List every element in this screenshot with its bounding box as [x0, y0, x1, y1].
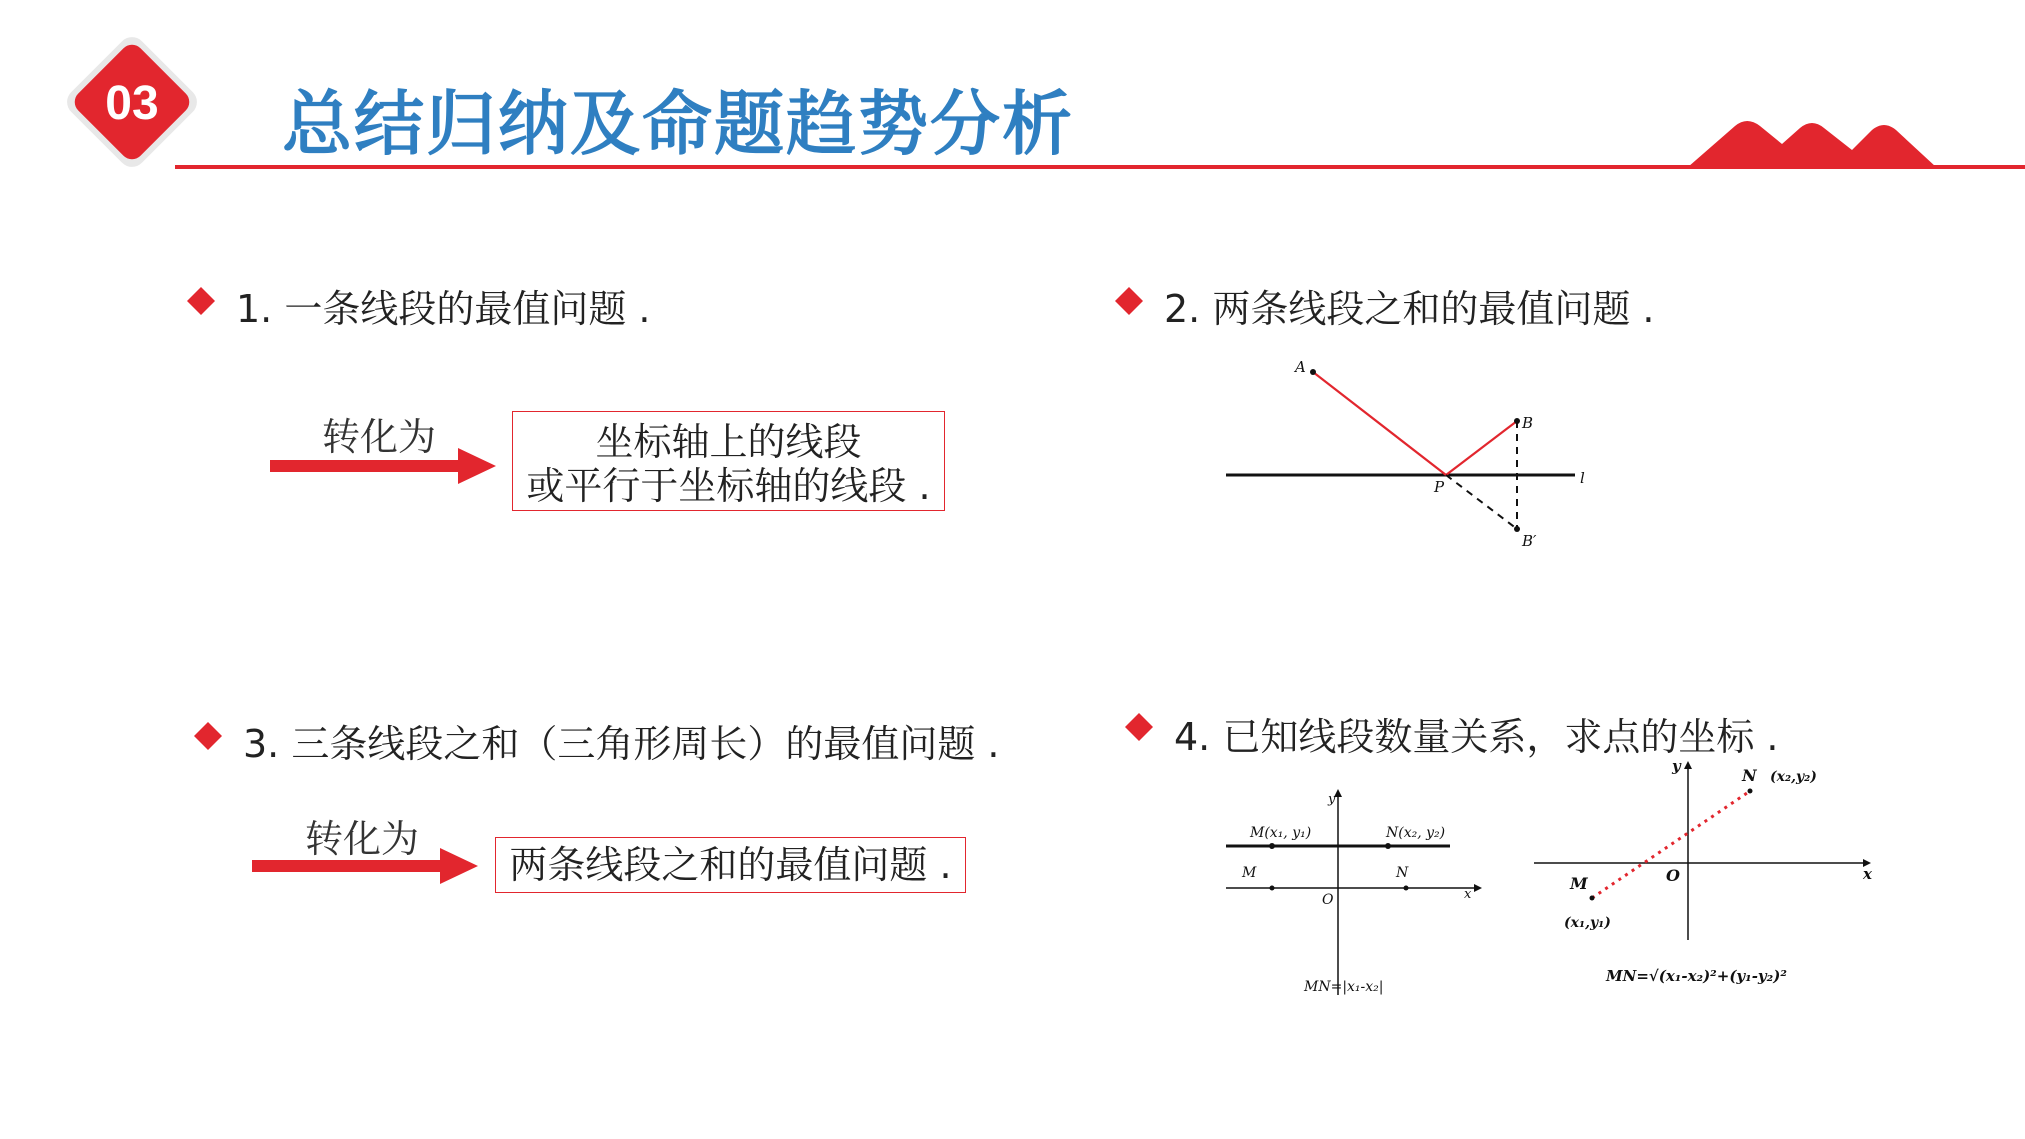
point-n-label: N: [1742, 766, 1757, 785]
badge-number: 03: [105, 77, 159, 130]
section-2-heading: 2. 两条线段之和的最值问题 .: [1164, 287, 1655, 331]
conversion-3-label: 转化为: [305, 817, 420, 861]
mountain-decoration: [1688, 121, 1936, 167]
bullet-diamond-icon: [1124, 712, 1154, 742]
point-n-label: N: [1396, 865, 1409, 881]
reflection-figure: [1210, 355, 1610, 560]
bullet-diamond-icon: [186, 286, 216, 316]
axis-x-label: x: [1863, 865, 1872, 883]
conversion-1-box-line2: 或平行于坐标轴的线段 .: [526, 464, 931, 508]
point-n-coord: (x₂,y₂): [1770, 769, 1817, 785]
conversion-1-box-line1: 坐标轴上的线段: [595, 420, 862, 464]
section-1-heading: 1. 一条线段的最值问题 .: [236, 287, 651, 331]
formula-mn: MN=√(x₁-x₂)²+(y₁-y₂)²: [1606, 967, 1787, 985]
point-m-coord: M(x₁, y₁): [1250, 825, 1312, 841]
section-3-heading: 3. 三条线段之和（三角形周长）的最值问题 .: [243, 722, 1000, 766]
axis-y-label: y: [1672, 757, 1681, 775]
label-p: P: [1434, 478, 1445, 496]
label-l: l: [1580, 469, 1585, 487]
label-b: B: [1522, 414, 1534, 432]
origin-label: O: [1666, 866, 1680, 885]
segment-pb: [1446, 421, 1517, 475]
segment-pb-prime: [1446, 475, 1517, 529]
point-m-label: M: [1570, 874, 1588, 893]
formula-mn: MN=|x₁-x₂|: [1304, 979, 1384, 995]
point-m-coord: (x₁,y₁): [1564, 915, 1611, 931]
axis-y-label: y: [1328, 792, 1336, 807]
conversion-3-box: 两条线段之和的最值问题 .: [495, 837, 966, 893]
section-4-heading: 4. 已知线段数量关系，求点的坐标 .: [1174, 715, 1779, 759]
segment-ap: [1313, 372, 1446, 475]
horizontal-distance-figure: [1220, 785, 1500, 1005]
origin-label: O: [1322, 892, 1334, 908]
arrow-right-icon: [270, 446, 500, 486]
label-a: A: [1295, 358, 1306, 376]
axis-x-label: x: [1464, 887, 1472, 902]
conversion-1-label: 转化为: [322, 415, 437, 459]
bullet-diamond-icon: [1114, 286, 1144, 316]
page-title: 总结归纳及命题趋势分析: [282, 83, 1074, 165]
general-distance-figure: [1520, 755, 1880, 995]
point-m-label: M: [1242, 865, 1257, 881]
point-n-coord: N(x₂, y₂): [1386, 825, 1446, 841]
conversion-1-box: [512, 411, 945, 511]
label-b-prime: B′: [1522, 532, 1537, 550]
bullet-diamond-icon: [193, 721, 223, 751]
arrow-right-icon: [252, 846, 482, 886]
